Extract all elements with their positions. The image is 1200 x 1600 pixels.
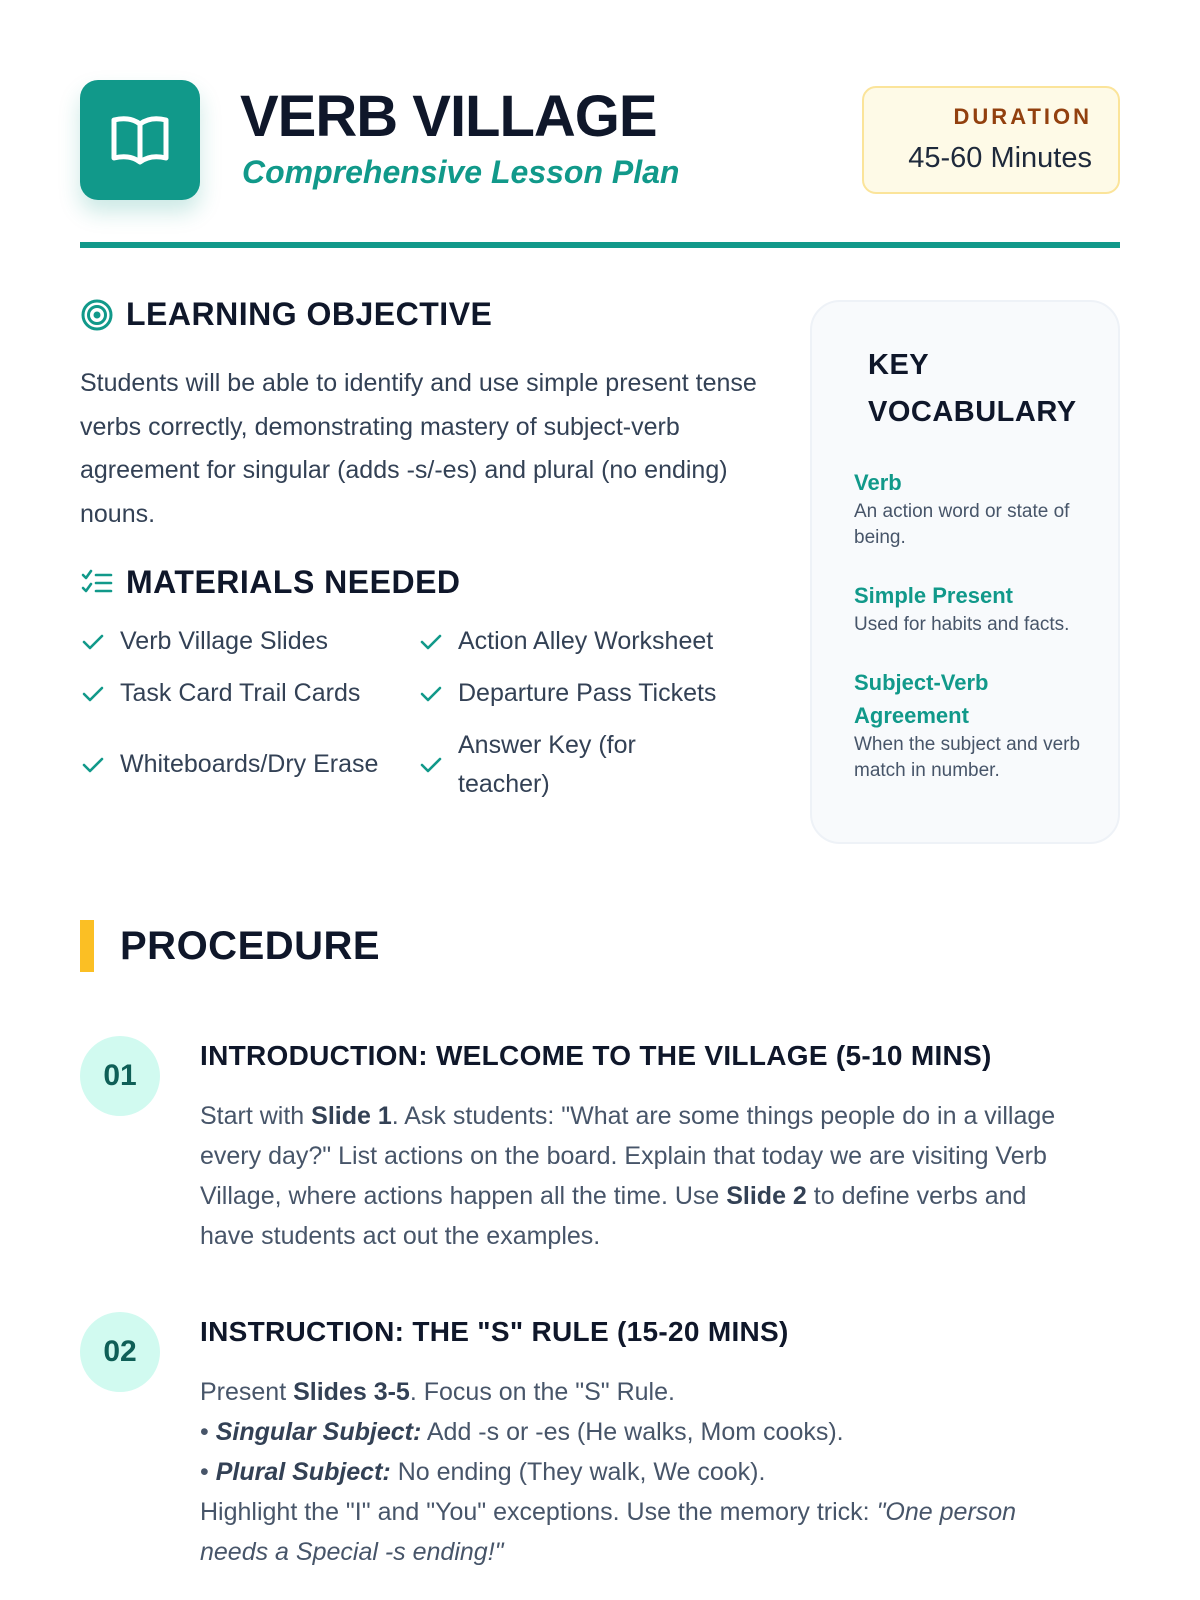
checklist-icon	[80, 566, 114, 600]
check-icon	[80, 752, 106, 778]
step-intro-line: Present Slides 3-5. Focus on the "S" Rule.	[200, 1378, 675, 1406]
step-body	[200, 1372, 1080, 1572]
check-icon	[80, 629, 106, 655]
step-body: Start with Slide 1. Ask students: "What are some things people do in a village every day?" List actions on the board. Explain that today we are visiting Verb Village, where actions happen all the time. Use Slide 2 to define verbs and have students act out the examples.	[200, 1102, 1056, 1250]
materials-heading-label: MATERIALS NEEDED	[126, 564, 461, 600]
material-item	[418, 622, 713, 661]
objective-heading	[80, 296, 492, 333]
procedure-heading: PROCEDURE	[120, 924, 381, 968]
material-item	[418, 726, 658, 804]
page-subtitle: Comprehensive Lesson Plan	[242, 154, 680, 190]
check-icon	[418, 681, 444, 707]
check-icon	[80, 681, 106, 707]
target-icon	[80, 298, 114, 332]
page-title: VERB VILLAGE	[240, 84, 657, 149]
step-number: 02	[80, 1312, 160, 1392]
step-title: INSTRUCTION: THE "S" RULE (15-20 MINS)	[200, 1316, 789, 1347]
material-item	[80, 745, 378, 784]
duration-value: 45-60 Minutes	[908, 142, 1092, 174]
vocab-term: Subject-Verb Agreement	[854, 670, 989, 728]
material-item	[418, 674, 716, 713]
material-label: Verb Village Slides	[120, 627, 329, 655]
bullet-item: • Plural Subject: No ending (They walk, We cook).	[200, 1458, 766, 1486]
logo-badge	[80, 80, 200, 200]
step-number: 01	[80, 1036, 160, 1116]
memory-trick-quote: "One person needs a Special -s ending!"	[200, 1498, 1017, 1566]
objective-heading-label: LEARNING OBJECTIVE	[126, 296, 493, 332]
material-label: Departure Pass Tickets	[458, 679, 717, 707]
check-icon	[418, 629, 444, 655]
vocab-term: Simple Present	[854, 583, 1013, 608]
step-note: Highlight the "I" and "You" exceptions. Use the memory trick: "One person needs a Special -s ending!"	[200, 1498, 1017, 1566]
material-label: Whiteboards/Dry Erase	[120, 750, 379, 778]
lesson-plan-page	[80, 0, 1120, 1600]
step-title: INTRODUCTION: WELCOME TO THE VILLAGE (5-10 MINS)	[200, 1040, 992, 1071]
duration-badge	[862, 86, 1120, 194]
open-book-icon	[108, 112, 172, 168]
vocab-entry	[854, 579, 1088, 638]
objective-text: Students will be able to identify and use simple present tense verbs correctly, demonstrating mastery of subject-verb agreement for singular (adds -s/-es) and plural (no ending) nouns.	[80, 369, 757, 528]
check-icon	[418, 752, 444, 778]
material-label: Task Card Trail Cards	[120, 679, 361, 707]
material-item	[80, 674, 360, 713]
vocab-term: Verb	[854, 470, 902, 495]
vocabulary-card	[810, 300, 1120, 844]
material-item	[80, 622, 328, 661]
vocab-definition: An action word or state of being.	[854, 501, 1070, 548]
bullet-item: • Singular Subject: Add -s or -es (He walks, Mom cooks).	[200, 1418, 844, 1446]
materials-heading	[80, 564, 461, 601]
material-label: Action Alley Worksheet	[458, 627, 714, 655]
procedure-accent-bar	[80, 920, 94, 972]
header-divider	[80, 242, 1120, 248]
vocab-definition: Used for habits and facts.	[854, 614, 1070, 635]
material-label: Answer Key (for teacher)	[458, 731, 636, 798]
duration-label: DURATION	[953, 104, 1092, 129]
vocab-definition: When the subject and verb match in number.	[854, 734, 1081, 781]
vocabulary-heading: KEY VOCABULARY	[868, 349, 1077, 428]
vocab-entry	[854, 466, 1088, 551]
vocab-entry	[854, 666, 1088, 784]
